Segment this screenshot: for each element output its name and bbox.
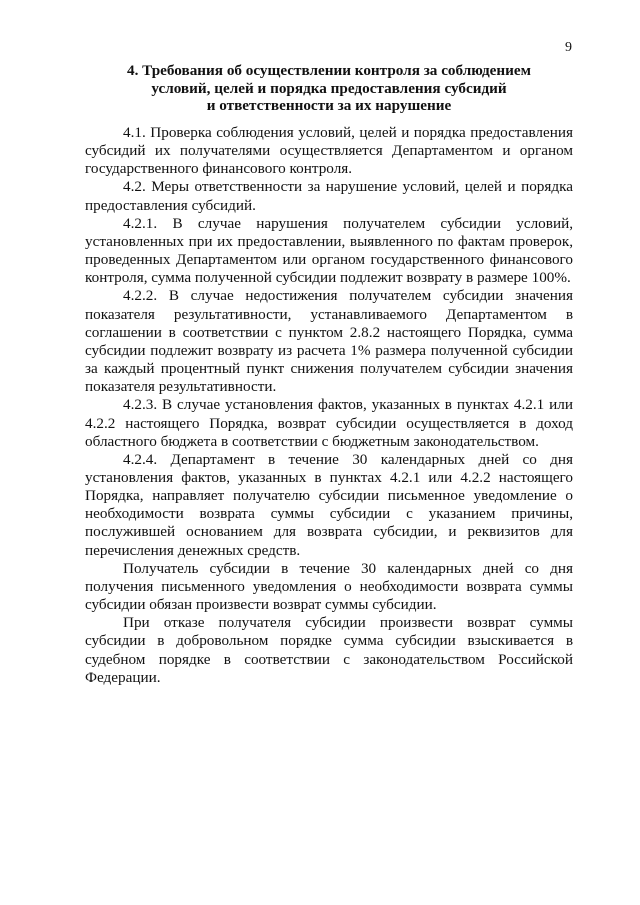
section-heading-line: и ответственности за их нарушение [206,97,452,114]
paragraph-4-1: 4.1. Проверка соблюдения условий, целей и порядка предоставления субсидий их получателями осуществляется Департаментом и органом государственного финансового контроля. [85,124,573,178]
section-body [85,124,573,687]
paragraph-4-2-2: 4.2.2. В случае недостижения получателем субсидии значения показателя результативности, устанавливаемого Департаментом в соглашении в соответствии с пунктом 2.8.2 настоящего Порядка, сумма субсидии подлежит возврату из расчета 1% размера полученной субсидии за каждый процентный пункт снижения получателем субсидии значения показателя результативности. [85,287,573,396]
page-number: 9 [565,40,572,55]
paragraph-4-2-3: 4.2.3. В случае установления фактов, указанных в пунктах 4.2.1 или 4.2.2 настоящего Порядка, возврат субсидии осуществляется в доход областного бюджета в соответствии с бюджетным законодательством. [85,396,573,450]
paragraph-4-2-1: 4.2.1. В случае нарушения получателем субсидии условий, установленных при их предоставлении, выявленного по фактам проверок, проведенных Департаментом или органом государственного финансового контроля, сумма полученной субсидии подлежит возврату в размере 100%. [85,214,573,287]
section-heading [85,62,573,115]
paragraph-4-2: 4.2. Меры ответственности за нарушение условий, целей и порядка предоставления субсидий. [85,178,573,214]
paragraph-recipient-obligation: Получатель субсидии в течение 30 календарных дней со дня получения письменного уведомления о необходимости возврата суммы субсидии обязан произвести возврат суммы субсидии. [85,559,573,614]
paragraph-enforcement: При отказе получателя субсидии произвести возврат суммы субсидии в добровольном порядке сумма субсидии взыскивается в судебном порядке в соответствии с законодательством Российской Федерации. [85,614,573,686]
paragraph-4-2-4: 4.2.4. Департамент в течение 30 календарных дней со дня установления фактов, указанных в пунктах 4.2.1 или 4.2.2 настоящего Порядка, направляет получателю субсидии письменное уведомление о необходимости возврата суммы субсидии с указанием причины, послужившей основанием для возврата субсидии, и реквизитов для перечисления денежных средств. [85,450,573,559]
section-heading-line: условий, целей и порядка предоставления субсидий [151,79,507,97]
section-heading-line: 4. Требования об осуществлении контроля за соблюдением [126,62,532,79]
